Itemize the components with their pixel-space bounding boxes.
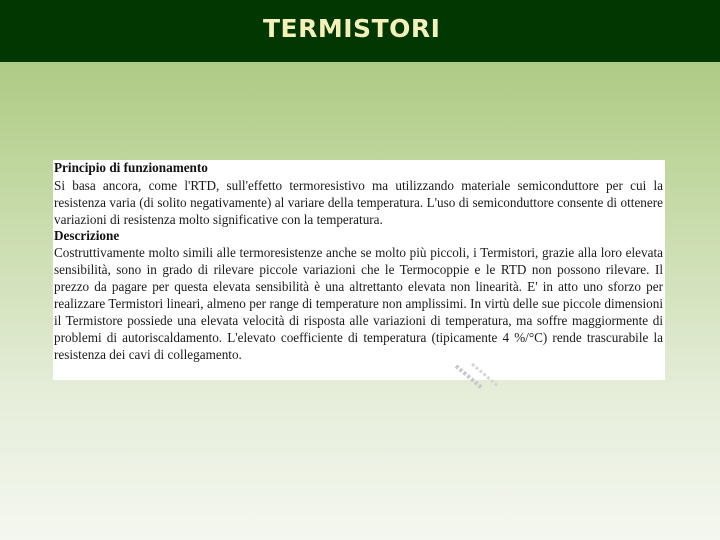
slide-title: TERMISTORI — [263, 14, 441, 43]
text-box — [53, 160, 665, 380]
section-body-description: Costruttivamente molto simili alle termoresistenze anche se molto più piccoli, i Termistori, grazie alla loro elevata sensibilità, sono in grado di rilevare piccole variazioni che le Termocoppie e le RTD non possono rilevare. Il prezzo da pagare per questa elevata sensibilità è una altrettanto elevata non linearità. E' in atto uno sforzo per realizzare Termistori lineari, almeno per range di temperature non amplissimi. In virtù delle sue piccole dimensioni il Termistore possiede una elevata velocità di risposta alle variazioni di temperatura, ma soffre maggiormente di problemi di autoriscaldamento. L'elevato coefficiente di temperatura (tipicamente 4 %/°C) rende trascurabile la resistenza dei cavi di collegamento. — [54, 245, 663, 362]
title-bar — [0, 0, 720, 62]
section-heading-principle: Principio di funzionamento — [54, 160, 208, 175]
section-heading-description: Descrizione — [54, 227, 120, 243]
section-body-principle: Si basa ancora, come l'RTD, sull'effetto termoresistivo ma utilizzando materiale semiconduttore per cui la resistenza varia (di solito negativamente) al variare della temperatura. L'uso di semiconduttore consente di ottenere variazioni di resistenza molto significative con la temperatura. — [54, 177, 663, 227]
